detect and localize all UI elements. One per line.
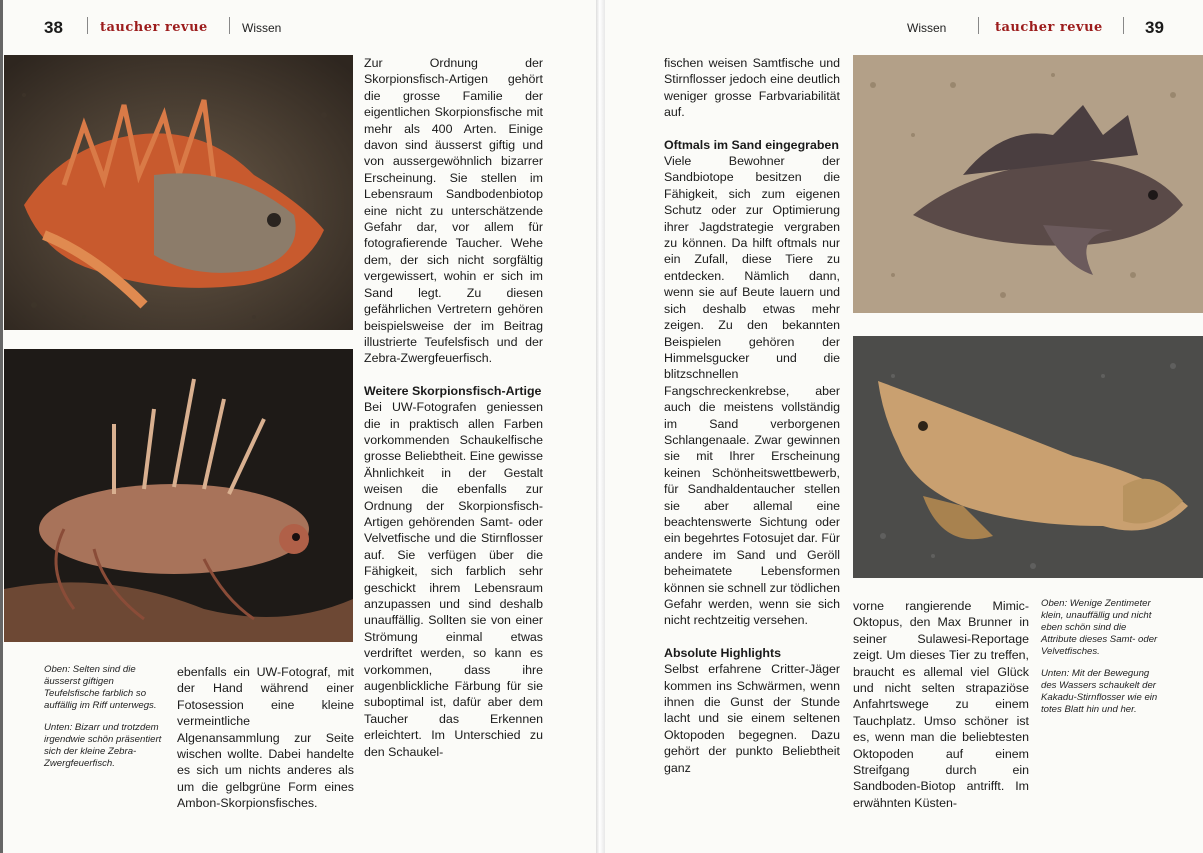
page-gutter (596, 0, 605, 853)
text-column-right-b (853, 598, 1029, 811)
text-column-left-b (364, 55, 543, 760)
header-divider (87, 17, 88, 34)
caption-bottom: Unten: Bizarr und trotzdem irgendwie schön präsentiert sich der kleine Zebra-Zwergfeuerfisch. (44, 722, 162, 769)
photo-zebra-lionfish (4, 349, 353, 642)
subheading: Oftmals im Sand eingegraben (664, 137, 839, 152)
caption-bottom: Unten: Mit der Bewegung des Wassers schaukelt der Kakadu-Stirnflosser wie ein totes Blatt hin und her. (1041, 668, 1158, 715)
magazine-title-left: taucher revue (100, 20, 208, 35)
caption-top: Oben: Selten sind die äusserst giftigen Teufelsfische farblich so auffällig im Riff unterwegs. (44, 664, 157, 711)
photo-devil-scorpionfish (4, 55, 353, 330)
photo-velvetfish (853, 55, 1203, 313)
paragraph: ebenfalls ein UW-Fotograf, mit der Hand während einer Fotosession eine kleine vermeintliche Algenansammlung zur Seite wischen wollte. Dabei handelte es sich um nichts anderes als um die gelbgrüne Form eines Ambon-Skorpionsfisches. (177, 665, 354, 811)
section-label-right: Wissen (907, 21, 947, 35)
paragraph: Zur Ordnung der Skorpionsfisch-Artigen gehört die grosse Familie der eigentlichen Skorpionsfische mit mehr als 400 Arten. Einige davon sind äusserst giftig und von aussergewöhnlich bizarrer Erscheinung. Sie stellen im Lebensraum Sandbodenbiotop eine nicht zu unterschätzende Gefahr dar, vor allem für fotografierende Taucher. Wehe dem, der sich nicht sorgfältig vergewissert, wohin er sich im Sand legt. Zu diesen gefährlichen Vertretern gehören beispielsweise der im Beitrag illustrierte Teufelsfisch und der Zebra-Zwergfeuerfisch. (364, 56, 543, 366)
paragraph: fischen weisen Samtfische und Stirnflosser jedoch eine deutlich weniger grosse Farbvariabilität auf. (664, 56, 840, 120)
header-divider (229, 17, 230, 34)
caption-right (1041, 598, 1163, 726)
text-column-left-a (177, 664, 354, 812)
page-number-right: 39 (1145, 18, 1164, 37)
subheading: Absolute Highlights (664, 645, 782, 660)
photo-cockatoo-waspfish (853, 336, 1203, 578)
paragraph: vorne rangierende Mimic-Oktopus, den Max Brunner in seiner Sulawesi-Reportage zeigt. Um dieses Tier zu treffen, braucht es allemal viel Glück und nicht selten strapaziöse Anfahrtswege zu einem Tauchplatz. Umso schöner ist es, wenn man die beliebtesten Oktopoden auf einem Streifgang durch ein Sandboden-Biotop antrifft. Im erwähnten Küsten- (853, 599, 1029, 810)
caption-left (44, 664, 166, 780)
header-divider (1123, 17, 1124, 34)
caption-top: Oben: Wenige Zentimeter klein, unauffällig und nicht eben schön sind die Attribute dieses Samt- oder Velvetfisches. (1041, 598, 1158, 657)
section-label-left: Wissen (242, 21, 282, 35)
text-column-right-a (664, 55, 840, 776)
page-number-left: 38 (44, 18, 63, 37)
paragraph: Selbst erfahrene Critter-Jäger kommen ins Schwärmen, wenn ihnen die Gunst der Stunde lacht und sie einem seltenen Oktopoden begegnen. Dazu gehört der punkto Beliebtheit ganz (664, 662, 840, 775)
paragraph: Bei UW-Fotografen geniessen die in praktisch allen Farben vorkommenden Schaukelfische grosse Beliebtheit. Eine gewisse Ähnlichkeit in der Gestalt weisen die ebenfalls zur Ordnung der Skorpionsfisch-Artigen gehörenden Samt- oder Velvetfische und die Stirnflosser auf. Sie verfügen über die Fähigkeit, sich farblich sehr geschickt ihrem Lebensraum anzupassen und sind deshalb unauffällig. Sollten sie von einer Strömung einmal etwas verdriftet werden, so kann es vorkommen, dass ihre augenblickliche Färbung für sie suboptimal ist, dafür aber dem Taucher das Erkennen erleichtert. Im Unterschied zu den Schaukel- (364, 400, 543, 759)
paragraph: Viele Bewohner der Sandbiotope besitzen die Fähigkeit, sich zum eigenen Schutz oder zur Optimierung ihrer Jagdstrategie vergraben zu können. Da hilft oftmals nur ein Zufall, diese Tiere zu entdecken. Nämlich dann, wenn sie auf Beute lauern und sich deshalb etwas mehr zeigen. Zu den bekannten Beispielen gehören der Himmelsgucker und die blitzschnellen Fangschreckenkrebse, aber auch die meistens vollständig im Sand verborgenen Schlangenaale. Zwar gewinnen sie mit Ihrer Erscheinung keinen Schönheitswettbewerb, für Sandhaldentaucher stellen sie aber allemal eine beachtenswerte Sichtung oder ein begehrtes Fotosujet dar. Für andere im Sand und Geröll beheimatete Lebensformen können sie schnell zur tödlichen Gefahr werden, wenn sie sich nicht rechtzeitig versehen. (664, 154, 840, 628)
header-divider (978, 17, 979, 34)
magazine-title-right: taucher revue (995, 20, 1103, 35)
subheading: Weitere Skorpionsfisch-Artige (364, 383, 542, 398)
